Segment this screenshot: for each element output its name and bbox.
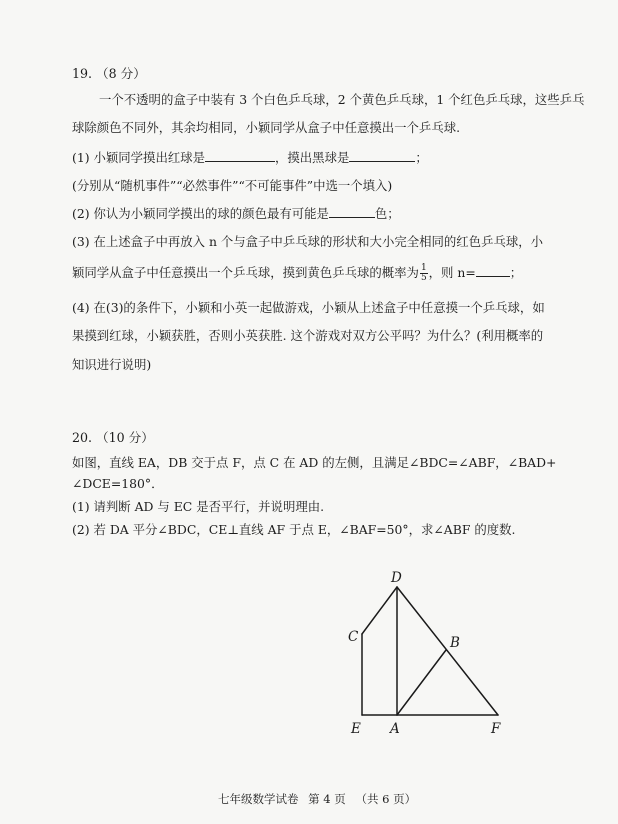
- segment-AB: [397, 650, 446, 715]
- footer-total-pages: （共 6 页）: [355, 792, 417, 806]
- q19-part-1-text-a: (1) 小颖同学摸出红球是: [72, 150, 206, 165]
- segment-DC: [362, 587, 397, 634]
- q20-part-2: (2) 若 DA 平分∠BDC，CE⊥直线 AF 于点 E，∠BAF=50°，求∠ABF 的度数.: [72, 522, 516, 537]
- q19-part-1-text-c: ；: [415, 150, 428, 165]
- point-label-A: A: [390, 721, 400, 737]
- q19-part-4-line-1: (4) 在(3)的条件下，小颖和小英一起做游戏，小颖从上述盒子中任意摸一个乒乓球，如: [72, 300, 545, 315]
- q20-intro-line-2: ∠DCE=180°．: [72, 476, 164, 491]
- point-label-E: E: [351, 721, 361, 737]
- q20-intro-line-1: 如图，直线 EA，DB 交于点 F，点 C 在 AD 的左侧，且满足∠BDC=∠ABF，∠BAD+: [72, 455, 557, 470]
- q19-part-1-text-b: ，摸出黑球是: [275, 150, 350, 165]
- point-label-B: B: [450, 635, 460, 651]
- q19-part-3-text-a: 颖同学从盒子中任意摸出一个乒乓球，摸到黄色乒乓球的概率为: [72, 265, 419, 280]
- point-label-F: F: [491, 721, 501, 737]
- q19-part-2-text-a: (2) 你认为小颖同学摸出的球的颜色最有可能是: [72, 206, 329, 221]
- q19-part-1-note: (分别从“随机事件”“必然事件”“不可能事件”中选一个填入): [72, 178, 393, 193]
- q19-points: （8 分）: [96, 66, 146, 81]
- page-footer: [218, 791, 422, 807]
- q19-part-2-text-b: 色；: [374, 206, 400, 221]
- q19-number: 19.: [72, 66, 93, 81]
- q20-points: （10 分）: [96, 430, 154, 445]
- point-label-D: D: [391, 570, 402, 586]
- q19-part-4-line-2: 果摸到红球，小颖获胜，否则小英获胜. 这个游戏对双方公平吗？为什么？(利用概率的: [72, 328, 544, 343]
- q19-part-3-text-c: ；: [509, 265, 523, 280]
- q20-part-1: (1) 请判断 AD 与 EC 是否平行，并说明理由.: [72, 499, 325, 514]
- q20-number: 20.: [72, 430, 93, 445]
- q19-part-4-line-3: 知识进行说明): [72, 357, 152, 372]
- point-label-C: C: [348, 629, 359, 645]
- footer-course: 七年级数学试卷: [218, 792, 299, 806]
- q19-intro-line-1: 一个不透明的盒子中装有 3 个白色乒乓球，2 个黄色乒乓球，1 个红色乒乓球，这些乒乓: [99, 92, 585, 107]
- q19-intro-line-2: 球除颜色不同外，其余均相同，小颖同学从盒子中任意摸出一个乒乓球.: [72, 120, 461, 135]
- q19-part-3-line-1: (3) 在上述盒子中再放入 n 个与盒子中乒乓球的形状和大小完全相同的红色乒乓球，小: [72, 234, 544, 249]
- footer-page-number: 第 4 页: [308, 792, 346, 806]
- fraction-numerator: 1: [420, 263, 427, 273]
- q19-part-3-text-b: ，则 n=: [428, 265, 476, 280]
- fraction-denominator: 5: [420, 273, 427, 283]
